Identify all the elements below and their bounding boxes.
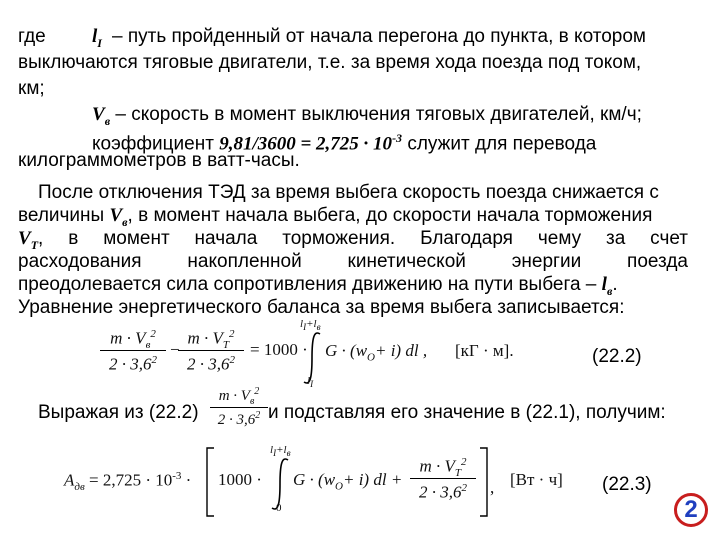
lhs: $A_{дв} = 2,725 \cdot 10^{-3}$ · — [64, 470, 192, 494]
equation-number: (22.2) — [592, 346, 642, 367]
unit-kgm: [кГ · м]. — [455, 341, 514, 360]
integral-lower-limit: 0 — [276, 502, 282, 514]
coefficient-line: коэффициент $9,81/3600 = 2,725 \cdot 10^{-3}$ служит для перевода — [92, 131, 597, 155]
frac-denominator: $2 \cdot 3,6^2$ — [419, 482, 467, 502]
integral-lower-limit: $l_I$ — [307, 375, 314, 390]
frac-bar — [178, 350, 244, 351]
minus-sign: − — [169, 340, 181, 359]
justified-line: $V_T$, в момент начала торможения. Благодаря чему за счет — [18, 228, 688, 252]
word-gde: где — [18, 26, 46, 47]
frac-numerator: $m \cdot V_T^2$ — [187, 328, 235, 352]
text-line: преодолевается сила сопротивления движению на пути выбега – $l_в$. — [18, 274, 618, 298]
frac-numerator: $m \cdot V_в^2$ — [110, 328, 156, 352]
text-line: Уравнение энергетического баланса за время выбега записывается: — [18, 297, 625, 318]
frac-denominator: $2 \cdot 3,6^2$ — [217, 410, 261, 428]
var-l-i: $l_I$ — [92, 26, 102, 50]
text-line: После отключения ТЭД за время выбега скорость поезда снижается с — [38, 182, 659, 203]
frac-bar — [410, 478, 476, 479]
integrand: $G \cdot (w_O+ i)$ dl + — [293, 470, 403, 493]
frac-bar — [210, 407, 268, 408]
equation-number: (22.3) — [602, 474, 652, 495]
frac-denominator: $2 \cdot 3,6^2$ — [109, 354, 157, 374]
text-line: выключаются тяговые двигатели, т.е. за время хода поезда под током, — [18, 52, 642, 73]
page-number-badge: 2 — [674, 493, 708, 527]
def-l-i: – путь пройденный от начала перегона до пункта, в котором — [112, 26, 646, 47]
text-line: величины $V_в$, в момент начала выбега, до скорости начала торможения — [18, 205, 653, 229]
integral-upper-limit: $l_I+l_в$ — [270, 444, 291, 459]
integrand: $G \cdot (w_O+ i)$ dl , — [325, 341, 428, 364]
text-line: килограммометров в ватт-часы. — [18, 150, 300, 171]
frac-denominator: $2 \cdot 3,6^2$ — [187, 354, 235, 374]
text-line: Выражая из (22.2) — [38, 402, 199, 423]
def-v-v: $V_в$ – скорость в момент выключения тяговых двигателей, км/ч; — [92, 104, 642, 128]
rhs-constant: = 1000 · — [250, 340, 308, 359]
justified-line: расходования накопленной кинетической энергии поезда — [18, 251, 688, 272]
frac-bar — [100, 350, 166, 351]
right-bracket — [478, 446, 490, 518]
left-bracket — [204, 446, 216, 518]
unit-wh: [Вт · ч] — [510, 470, 563, 489]
frac-numerator: $m \cdot V_T^2$ — [419, 456, 467, 480]
integral-upper-limit: $l_I+l_в$ — [300, 318, 321, 333]
frac-numerator: $m \cdot V_в^2$ — [218, 386, 260, 407]
text-line: и подставляя его значение в (22.1), получим: — [268, 402, 666, 423]
comma: , — [490, 478, 495, 497]
coef-1000: 1000 · — [218, 470, 262, 489]
text-line: км; — [18, 78, 45, 99]
